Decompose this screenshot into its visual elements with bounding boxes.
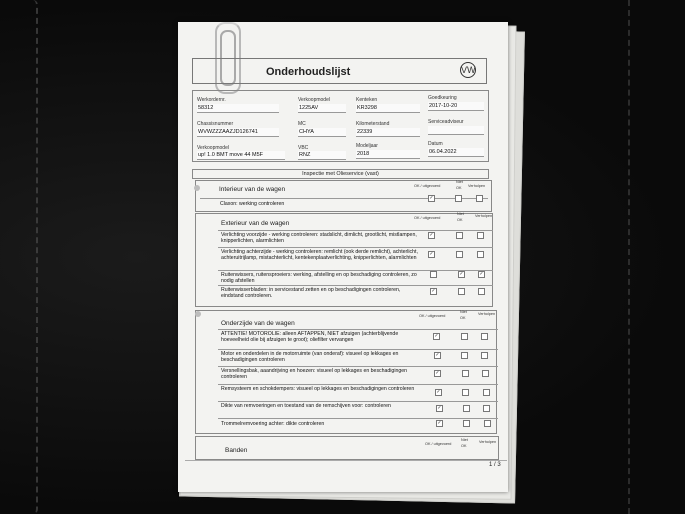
checkbox-not-ok[interactable] xyxy=(462,370,469,377)
column-ok: OK / uitgevoerd xyxy=(419,314,446,318)
row-divider xyxy=(218,366,498,367)
checkbox-ok[interactable]: ✓ xyxy=(434,333,439,339)
check-row: Ruitenwisserbladen: in servicestand zetten en op beschadigingen controleren, eindstand controleren. xyxy=(221,287,401,299)
checkbox-ok[interactable]: ✓ xyxy=(431,288,436,294)
field-value: 22339 xyxy=(356,128,420,137)
checkbox-fixed[interactable] xyxy=(484,420,491,427)
field-label: Chassisnummer xyxy=(197,121,234,127)
column-fixed: Verholpen xyxy=(475,214,493,218)
checkbox-fixed[interactable] xyxy=(483,405,490,412)
section-title: Interieur van de wagen xyxy=(219,186,286,193)
field-value: KR3298 xyxy=(356,104,420,113)
checkbox-fixed[interactable] xyxy=(482,370,489,377)
column-ok: OK / uitgevoerd xyxy=(414,216,441,220)
seat-stitching-left xyxy=(28,0,38,514)
column-not-ok-prefix: Niet xyxy=(456,180,463,184)
column-ok: OK / uitgevoerd xyxy=(414,184,441,188)
row-divider xyxy=(218,247,493,248)
column-not-ok-prefix: Niet xyxy=(461,438,468,442)
checkbox-fixed[interactable] xyxy=(481,352,488,359)
field-label: VBC xyxy=(298,145,309,151)
section-title: Onderzijde van de wagen xyxy=(221,320,295,327)
checkbox-ok[interactable]: ✓ xyxy=(429,251,434,257)
field-label: Werkordernr. xyxy=(197,97,226,103)
check-row: Claxon: werking controleren xyxy=(220,201,285,207)
row-divider xyxy=(218,384,498,385)
checkbox-not-ok[interactable] xyxy=(456,232,463,239)
field-value: 2017-10-20 xyxy=(428,102,484,111)
check-row: Trommelremvoering achter: dikte controleren xyxy=(221,421,325,427)
checkbox-ok[interactable]: ✓ xyxy=(436,389,441,395)
checkbox-fixed[interactable] xyxy=(476,195,483,202)
checkbox-ok[interactable]: ✓ xyxy=(437,420,442,426)
seat-stitching-right xyxy=(628,0,638,514)
column-not-ok: OK xyxy=(457,218,463,222)
row-divider xyxy=(200,198,488,199)
checkbox-ok[interactable]: ✓ xyxy=(429,232,434,238)
checkbox-fixed[interactable] xyxy=(478,288,485,295)
row-divider xyxy=(218,401,498,402)
check-row: Dikte van remvoeringen en toestand van de remschijven voor: controleren xyxy=(221,403,391,409)
checkbox-ok[interactable]: ✓ xyxy=(435,352,440,358)
checkbox-fixed[interactable] xyxy=(483,389,490,396)
checkbox-fixed[interactable] xyxy=(477,232,484,239)
punch-hole xyxy=(194,185,200,191)
column-fixed: Verholpen xyxy=(479,440,497,444)
section-interior xyxy=(195,180,492,212)
checkbox-not-ok[interactable] xyxy=(462,389,469,396)
field-label: Datum xyxy=(428,141,443,147)
field-value: 1225AV xyxy=(298,104,346,113)
row-divider xyxy=(218,230,493,231)
checkbox-not-ok[interactable] xyxy=(463,405,470,412)
column-ok: OK / uitgevoerd xyxy=(425,442,452,446)
field-label: Kenteken xyxy=(356,97,378,103)
row-divider xyxy=(218,418,498,419)
column-not-ok-prefix: Niet xyxy=(457,212,464,216)
check-row: Verlichting achterzijde - werking controleren: remlicht (ook derde remlicht), achterlicht, achteruitrijlamp, mistachterlicht, kentekenplaatverlichting, knipperlichten, alarmlichten xyxy=(221,249,418,261)
field-value: 58312 xyxy=(197,104,279,113)
column-not-ok: OK xyxy=(460,316,466,320)
field-value: RNZ xyxy=(298,151,346,160)
field-label: MC xyxy=(298,121,306,127)
check-row: Verlichting voorzijde - werking controleren: stadslicht, dimlicht, grootlicht, mistlampen, knipperlichten, alarmlichten xyxy=(221,232,417,244)
check-row: Versnellingsbak, aaandrijving en hoezen: visueel op lekkages en beschadigingen controleren xyxy=(221,368,408,380)
vw-logo-icon: VW xyxy=(460,62,476,78)
row-divider xyxy=(218,349,498,350)
field-value: 2018 xyxy=(356,150,420,159)
checkbox-fixed[interactable]: ✓ xyxy=(479,271,484,277)
checkbox-ok[interactable]: ✓ xyxy=(435,370,440,376)
field-value: 06.04.2022 xyxy=(428,148,484,157)
checkbox-not-ok[interactable] xyxy=(463,420,470,427)
checkbox-not-ok[interactable] xyxy=(461,352,468,359)
field-value: WVWZZZAAZJD126741 xyxy=(197,128,279,137)
checkbox-not-ok[interactable] xyxy=(455,195,462,202)
checkbox-fixed[interactable] xyxy=(477,251,484,258)
column-fixed: Verholpen xyxy=(478,312,496,316)
checkbox-not-ok[interactable] xyxy=(456,251,463,258)
field-label: Verkoopmodel xyxy=(197,145,229,151)
section-title: Banden xyxy=(225,447,248,454)
checkbox-not-ok[interactable]: ✓ xyxy=(459,271,464,277)
checkbox-ok[interactable] xyxy=(430,271,437,278)
field-label: Kilometerstand xyxy=(356,121,390,127)
document-title: Onderhoudslijst xyxy=(266,66,351,78)
section-title: Exterieur van de wagen xyxy=(221,220,290,227)
column-not-ok-prefix: Niet xyxy=(460,310,467,314)
check-row: Ruitenwissers, ruitensproeiers: werking, afstelling en op beschadiging controleren, zo nodig afstellen xyxy=(221,272,417,284)
checkbox-not-ok[interactable] xyxy=(461,333,468,340)
check-row: Remsysteem en schokdempers: visueel op lekkages en beschadigingen controleren xyxy=(221,386,415,392)
field-label: Verkoopmodel xyxy=(298,97,330,103)
inspection-type: Inspectie met Olieservice (vast) xyxy=(192,169,489,179)
checkbox-ok[interactable]: ✓ xyxy=(437,405,442,411)
field-value xyxy=(428,126,484,135)
field-label: Serviceadviseur xyxy=(428,119,464,125)
column-fixed: Verholpen xyxy=(468,184,486,188)
column-not-ok: OK xyxy=(456,186,462,190)
checkbox-not-ok[interactable] xyxy=(458,288,465,295)
field-label: Modeljaar xyxy=(356,143,378,149)
row-divider xyxy=(218,285,493,286)
check-row: ATTENTIE! MOTOROLIE: alleen AFTAPPEN, NIET afzuigen (achterblijvende hoeveelheid olie bij afzuigen te groot); oliefilter vervangen xyxy=(221,331,399,343)
check-row: Motor en onderdelen in de motorruimte (van onderaf): visueel op lekkages en beschadigingen controleren xyxy=(221,351,399,363)
checkbox-ok[interactable]: ✓ xyxy=(429,195,434,201)
checkbox-fixed[interactable] xyxy=(481,333,488,340)
field-value: CHYA xyxy=(298,128,346,137)
page-footer-line xyxy=(185,460,507,461)
column-not-ok: OK xyxy=(461,444,467,448)
page-number: 1 / 3 xyxy=(489,462,501,468)
row-divider xyxy=(218,329,498,330)
field-label: Goedkeuring xyxy=(428,95,457,101)
punch-hole xyxy=(195,311,201,317)
row-divider xyxy=(218,270,493,271)
field-value: up! 1.0 BMT move 44 M5F xyxy=(197,151,285,160)
